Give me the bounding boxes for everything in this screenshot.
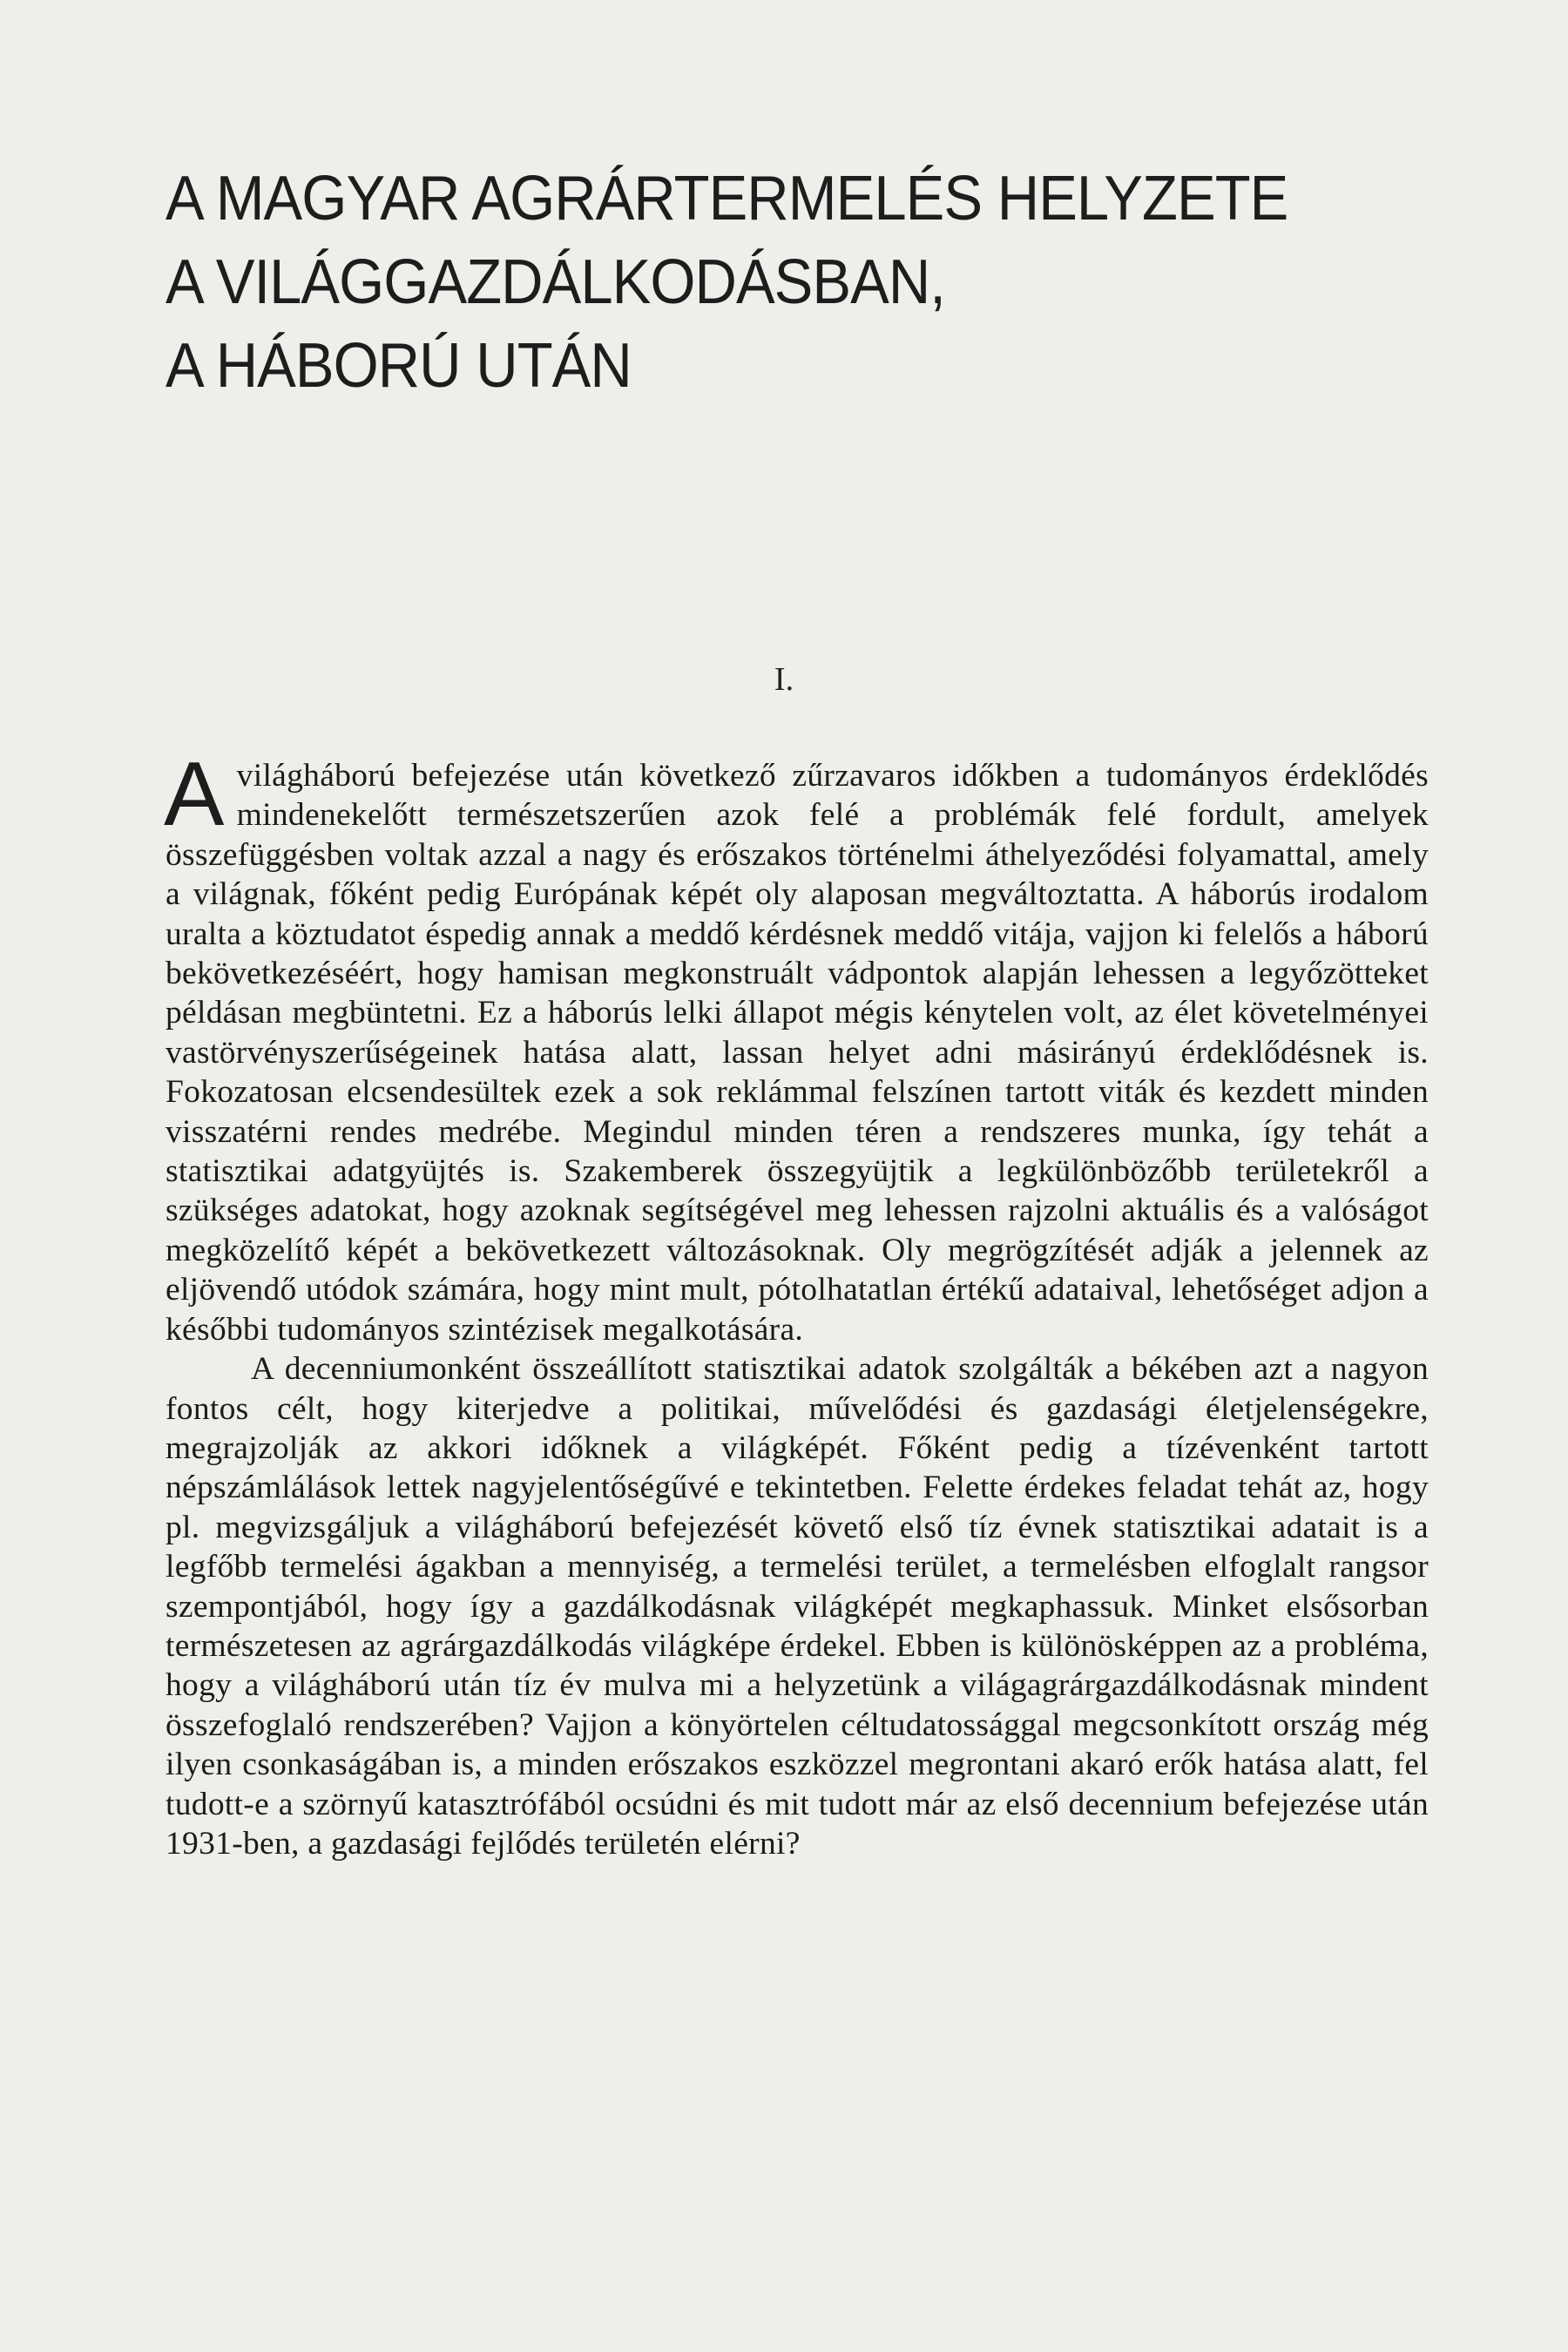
- paragraph-2: A decenniumonként összeállított statisztikai adatok szolgálták a békében azt a nagyon fontos célt, hogy kiterjedve a politikai, művelődési és gazdasági életjelenségekre, megrajzolják az akkori időknek a világképét. Főként pedig a tízévenként tartott népszámlálások lettek nagyjelentőségűvé e tekintetben. Felette érdekes feladat tehát az, hogy pl. megvizsgáljuk a világháború befejezését követő első tíz évnek statisztikai adatait is a legfőbb termelési ágakban a mennyiség, a termelési terület, a termelésben elfoglalt rangsor szempontjából, hogy így a gazdálkodásnak világképét megkaphassuk. Minket elsősorban természetesen az agrárgazdálkodás világképe érdekel. Ebben is különösképpen az a probléma, hogy a világháború után tíz év mulva mi a helyzetünk a világagrárgazdálkodásnak mindent összefoglaló rendszerében? Vajjon a könyörtelen céltudatossággal megcsonkított ország még ilyen csonkaságában is, a minden erőszakos eszközzel megrontani akaró erők hatása alatt, fel tudott-e a szörnyű katasztrófából ocsúdni és mit tudott már az első decennium befejezése után 1931-ben, a gazdasági fejlődés területén elérni?: [166, 1351, 1429, 1862]
- drop-cap: A: [164, 744, 225, 845]
- section-numeral: I.: [774, 661, 794, 698]
- title-line-1: A MAGYAR AGRÁRTERMELÉS HELYZETE: [166, 164, 1288, 233]
- title-line-2: A VILÁGGAZDÁLKODÁSBAN,: [166, 247, 945, 317]
- article-body: [164, 744, 1429, 1863]
- paragraph-1: [164, 744, 1429, 1349]
- title-line-3: A HÁBORÚ UTÁN: [166, 331, 632, 401]
- article-title: [166, 157, 1348, 408]
- paragraph-1-text: világháború befejezése után következő zűrzavaros időkben a tudományos érdeklődés mindenekelőtt természetszerűen azok felé a problémák felé fordult, amelyek összefüggésben voltak azzal a nagy és erőszakos történelmi áthelyeződési folyamattal, amely a világnak, főként pedig Európának képét oly alaposan megváltoztatta. A háborús irodalom uralta a köztudatot éspedig annak a meddő kérdésnek meddő vitája, vajjon ki felelős a háború bekövetkezéséért, hogy hamisan megkonstruált vádpontok alapján lehessen a legyőzötteket példásan megbüntetni. Ez a háborús lelki állapot mégis kénytelen volt, az élet követelményei vastörvényszerűségeinek hatása alatt, lassan helyet adni másirányú érdeklődésnek is. Fokozatosan elcsendesültek ezek a sok reklámmal felszínen tartott viták és kezdett minden visszatérni rendes medrébe. Megindul minden téren a rendszeres munka, így tehát a statisztikai adatgyüjtés is. Szakemberek összegyüjtik a legkülönbözőbb területekről a szükséges adatokat, hogy azoknak segítségével meg lehessen rajzolni aktuális és a valóságot megközelítő képét a bekövetkezett változásoknak. Oly megrögzítését adják a jelennek az eljövendő utódok számára, hogy mint mult, pótolhatatlan értékű adataival, lehetőséget adjon a későbbi tudományos szintézisek megalkotására.: [166, 758, 1429, 1348]
